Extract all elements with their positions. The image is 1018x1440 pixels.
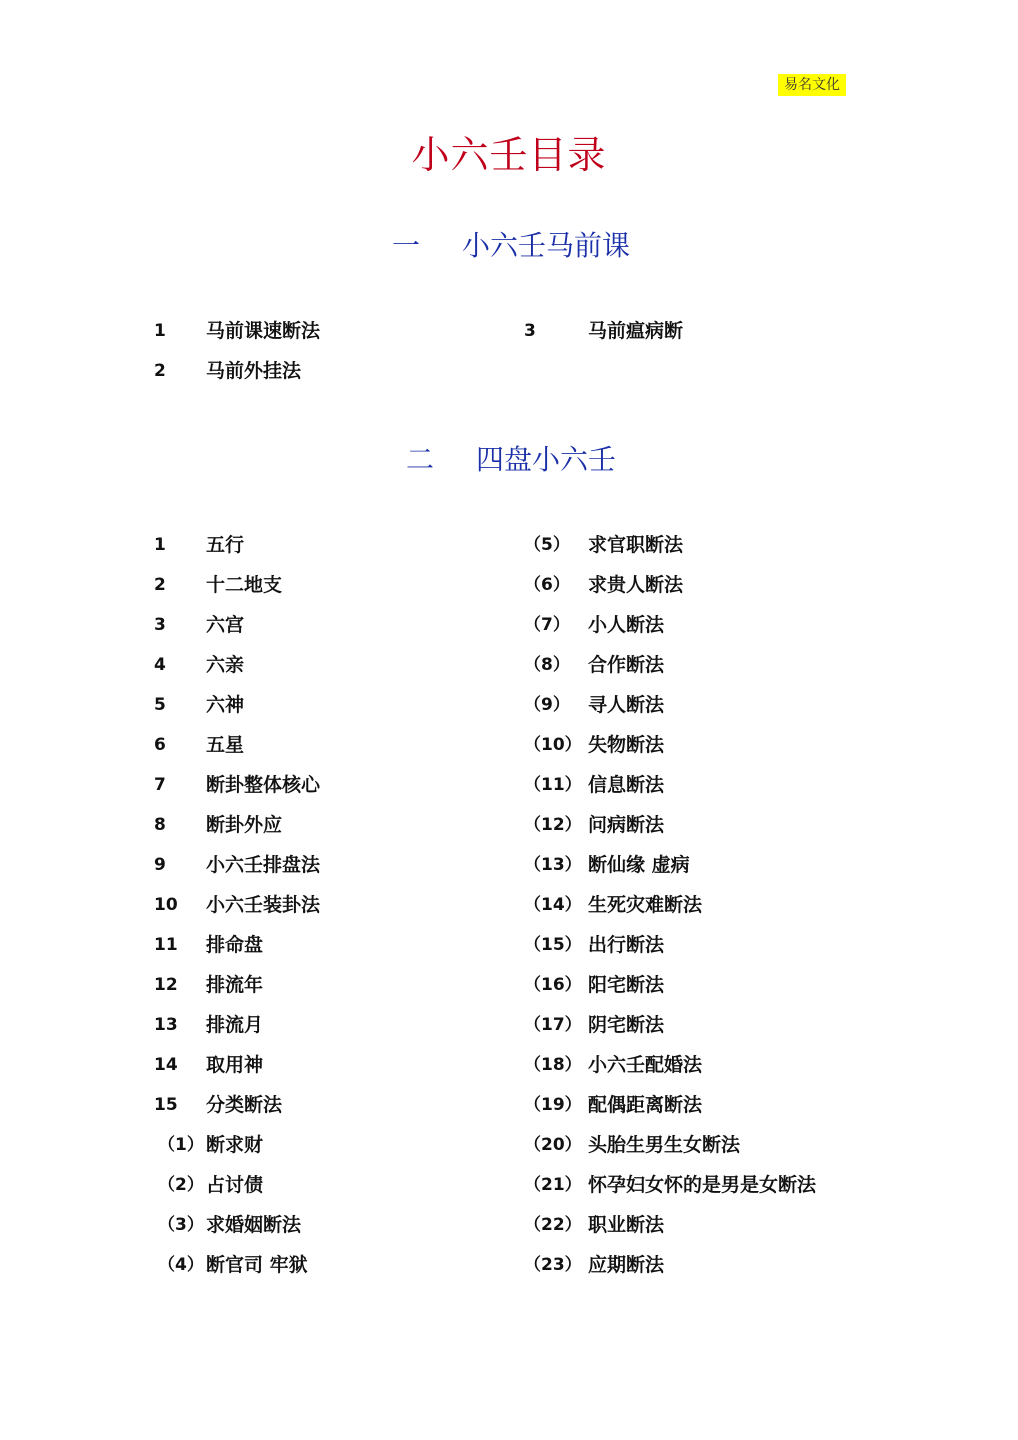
toc-item-label: 五行 xyxy=(206,534,245,556)
toc-item-number: （23） xyxy=(524,1255,582,1275)
toc-item-label: 求贵人断法 xyxy=(588,574,684,596)
toc-item-label: 怀孕妇女怀的是男是女断法 xyxy=(588,1174,817,1196)
toc-item-number: 7 xyxy=(154,775,166,795)
toc-item-number: （22） xyxy=(524,1215,582,1235)
toc-item-label: 五星 xyxy=(206,734,245,756)
toc-item-label: 排命盘 xyxy=(206,934,264,956)
toc-item-number: 3 xyxy=(524,321,536,341)
publisher-badge: 易名文化 xyxy=(778,74,846,96)
toc-item-label: 配偶距离断法 xyxy=(588,1094,703,1116)
toc-item-number: 11 xyxy=(154,935,178,955)
toc-item-label: 排流月 xyxy=(206,1014,264,1036)
toc-item-label: 六亲 xyxy=(206,654,245,676)
page-title: 小六壬目录 xyxy=(411,133,607,177)
toc-item-label: 小六壬配婚法 xyxy=(588,1054,703,1076)
toc-item-label: 断仙缘 虚病 xyxy=(588,854,690,876)
toc-item-number: 15 xyxy=(154,1095,178,1115)
toc-item-number: （21） xyxy=(524,1175,582,1195)
toc-item-label: 失物断法 xyxy=(588,734,665,756)
toc-item-number: 8 xyxy=(154,815,166,835)
toc-item-label: 生死灾难断法 xyxy=(588,894,703,916)
toc-item-label: 阴宅断法 xyxy=(588,1014,665,1036)
toc-item-label: 断卦外应 xyxy=(206,814,283,836)
toc-item-label: 十二地支 xyxy=(206,574,283,596)
toc-item-number: 1 xyxy=(154,535,166,555)
toc-item-number: 10 xyxy=(154,895,178,915)
toc-item-number: 12 xyxy=(154,975,178,995)
section-number: 一 xyxy=(392,229,421,262)
toc-item-number: （13） xyxy=(524,855,582,875)
toc-item-label: 阳宅断法 xyxy=(588,974,665,996)
toc-item-number: 2 xyxy=(154,575,166,595)
toc-item-label: 马前外挂法 xyxy=(206,360,302,382)
toc-item-label: 问病断法 xyxy=(588,814,665,836)
toc-item-number: （9） xyxy=(524,695,570,715)
section-heading-2 xyxy=(0,438,1018,482)
toc-item-label: 六宫 xyxy=(206,614,245,636)
toc-item-number: （18） xyxy=(524,1055,582,1075)
toc-item-number: 14 xyxy=(154,1055,178,1075)
toc-item-label: 断官司 牢狱 xyxy=(206,1254,308,1276)
toc-item-number: （11） xyxy=(524,775,582,795)
toc-item-label: 马前瘟病断 xyxy=(588,320,684,342)
toc-item-label: 出行断法 xyxy=(588,934,665,956)
section-number: 二 xyxy=(406,443,435,476)
section-heading-1 xyxy=(0,224,1018,268)
toc-item-label: 头胎生男生女断法 xyxy=(588,1134,741,1156)
toc-item-number: 5 xyxy=(154,695,166,715)
toc-item-number: （6） xyxy=(524,575,570,595)
toc-item-number: 13 xyxy=(154,1015,178,1035)
toc-item-number: （5） xyxy=(524,535,570,555)
toc-item-label: 求婚姻断法 xyxy=(206,1214,302,1236)
toc-item-number: （14） xyxy=(524,895,582,915)
toc-item-label: 小六壬装卦法 xyxy=(206,894,321,916)
toc-item-number: （15） xyxy=(524,935,582,955)
toc-item-number: （4） xyxy=(158,1255,204,1275)
toc-item-label: 应期断法 xyxy=(588,1254,665,1276)
section-title: 小六壬马前课 xyxy=(462,229,631,262)
toc-item-number: 9 xyxy=(154,855,166,875)
toc-item-label: 小人断法 xyxy=(588,614,665,636)
toc-item-number: （16） xyxy=(524,975,582,995)
toc-item-number: 6 xyxy=(154,735,166,755)
toc-item-label: 排流年 xyxy=(206,974,264,996)
toc-item-label: 职业断法 xyxy=(588,1214,665,1236)
toc-item-number: （12） xyxy=(524,815,582,835)
toc-item-number: （10） xyxy=(524,735,582,755)
toc-item-label: 求官职断法 xyxy=(588,534,684,556)
toc-item-label: 马前课速断法 xyxy=(206,320,321,342)
toc-item-label: 分类断法 xyxy=(206,1094,283,1116)
toc-item-number: 3 xyxy=(154,615,166,635)
toc-item-number: 1 xyxy=(154,321,166,341)
toc-item-label: 断求财 xyxy=(206,1134,264,1156)
section-title: 四盘小六壬 xyxy=(476,443,617,476)
toc-item-label: 六神 xyxy=(206,694,245,716)
toc-item-number: （1） xyxy=(158,1135,204,1155)
toc-item-label: 取用神 xyxy=(206,1054,264,1076)
toc-item-number: 4 xyxy=(154,655,166,675)
toc-item-label: 合作断法 xyxy=(588,654,665,676)
toc-item-label: 小六壬排盘法 xyxy=(206,854,321,876)
toc-item-number: （2） xyxy=(158,1175,204,1195)
toc-item-label: 断卦整体核心 xyxy=(206,774,321,796)
toc-item-number: （7） xyxy=(524,615,570,635)
toc-item-label: 信息断法 xyxy=(588,774,665,796)
toc-item-number: 2 xyxy=(154,361,166,381)
toc-item-number: （8） xyxy=(524,655,570,675)
toc-item-number: （20） xyxy=(524,1135,582,1155)
toc-item-number: （19） xyxy=(524,1095,582,1115)
toc-item-number: （17） xyxy=(524,1015,582,1035)
toc-item-label: 寻人断法 xyxy=(588,694,665,716)
toc-item-number: （3） xyxy=(158,1215,204,1235)
toc-item-label: 占讨债 xyxy=(206,1174,264,1196)
